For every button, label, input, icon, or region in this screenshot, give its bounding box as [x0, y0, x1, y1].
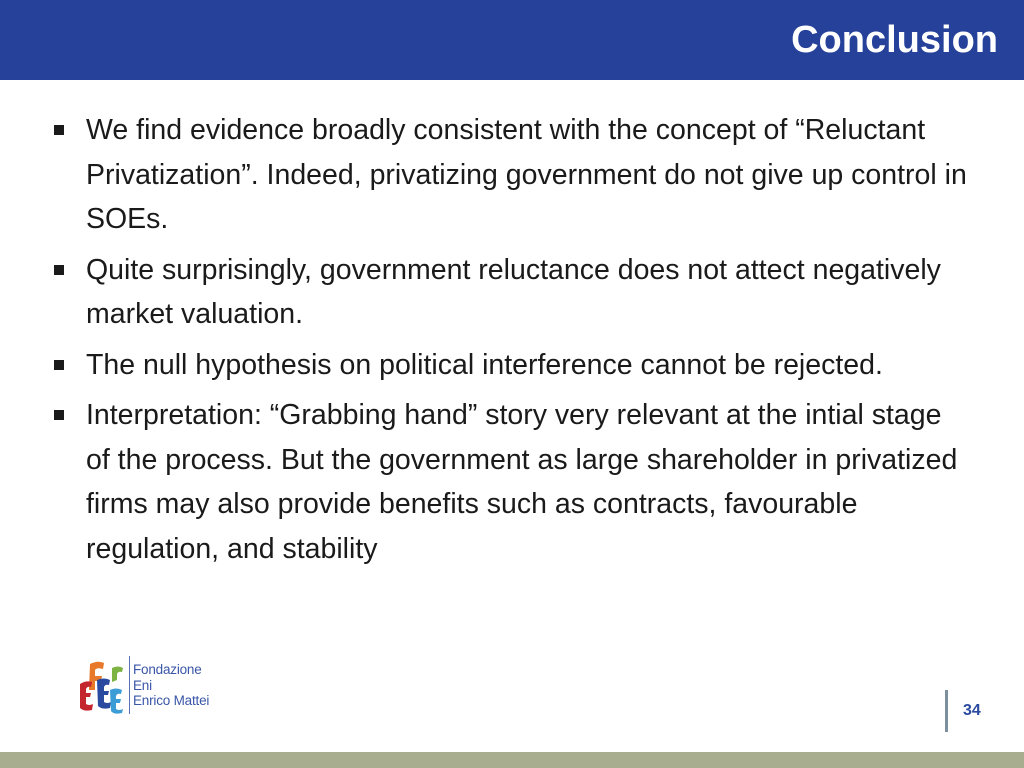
bullet-text: Quite surprisingly, government reluctance does not attect negatively market valuation.	[86, 253, 941, 330]
slide-title: Conclusion	[791, 19, 998, 61]
bullet-item	[52, 248, 972, 337]
bullet-text: We find evidence broadly consistent with the concept of “Reluctant Privatization”. Indeed, privatizing government do not give up control in SOEs.	[86, 114, 967, 235]
feem-logo-icon	[76, 660, 128, 714]
bullet-text: Interpretation: “Grabbing hand” story very relevant at the intial stage of the process. But the government as large shareholder in privatized firms may also provide benefits such as contracts, favourable regulation, and stability	[86, 399, 958, 565]
logo-line: Fondazione	[133, 662, 202, 677]
square-bullet-icon	[54, 360, 64, 370]
page-number-divider	[945, 690, 948, 732]
logo-divider	[129, 656, 130, 714]
square-bullet-icon	[54, 410, 64, 420]
bullet-item	[52, 343, 972, 388]
header-bar	[0, 0, 1024, 80]
bullet-item	[52, 108, 972, 242]
page-number: 34	[963, 702, 981, 719]
fondazione-eni-logo	[76, 656, 226, 716]
logo-text	[133, 662, 209, 709]
bullet-text: The null hypothesis on political interference cannot be rejected.	[86, 348, 883, 381]
footer-bar	[0, 752, 1024, 768]
square-bullet-icon	[54, 265, 64, 275]
logo-line: Eni	[133, 677, 152, 693]
logo-line: Enrico Mattei	[133, 693, 210, 708]
bullet-list	[52, 108, 972, 577]
square-bullet-icon	[54, 125, 64, 135]
bullet-item	[52, 393, 972, 571]
